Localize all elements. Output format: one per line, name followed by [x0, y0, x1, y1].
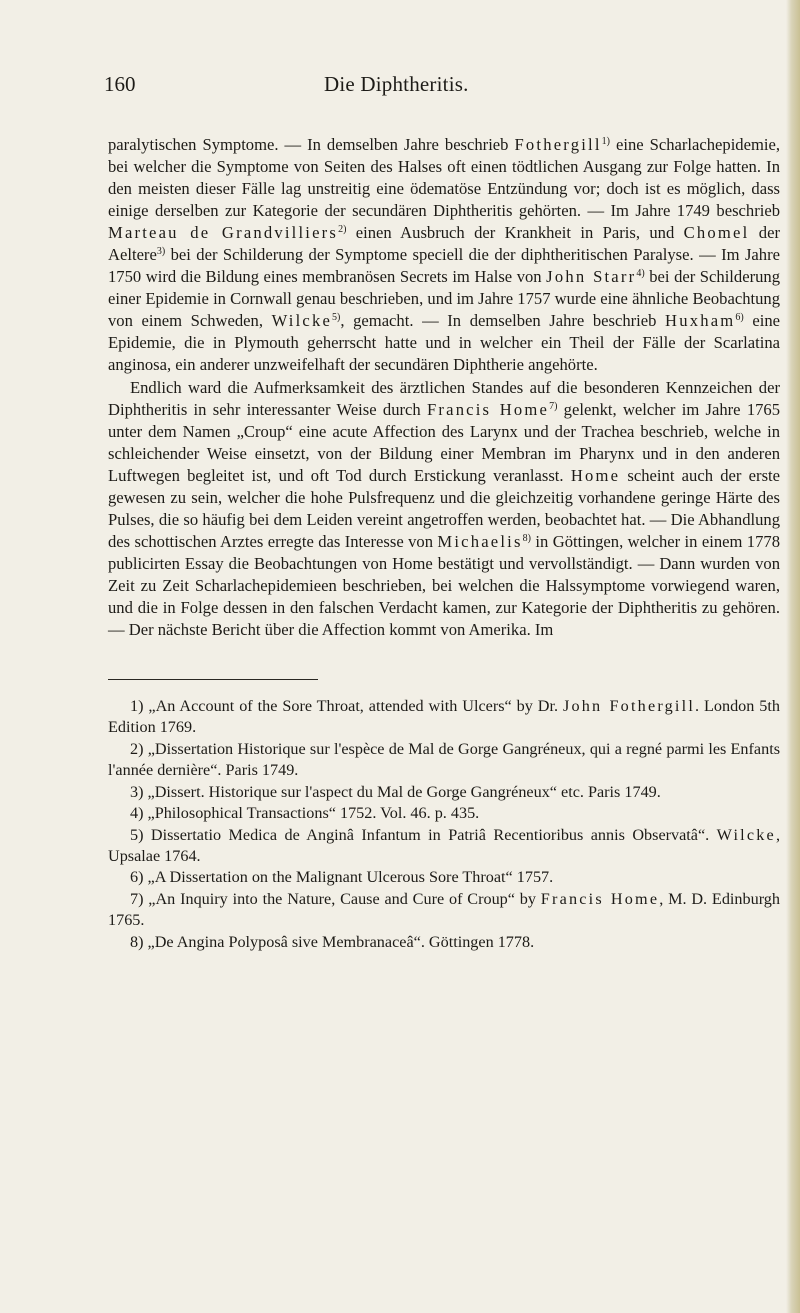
- text-run: , gemacht. — In demselben Jahre beschrieb: [340, 311, 666, 331]
- page-edge: [786, 0, 800, 1313]
- text-run: 5) Dissertatio Medica de Anginâ Infantum in Patriâ Recentioribus annis Observatâ“.: [130, 825, 717, 844]
- footnote: [108, 782, 780, 803]
- author-name: Francis Home: [540, 889, 660, 908]
- author-name: Wilcke: [271, 311, 333, 331]
- text-run: 1) „An Account of the Sore Throat, attended with Ulcers“ by Dr.: [130, 697, 563, 716]
- footnote-ref: 8): [522, 532, 531, 544]
- footnotes: [108, 696, 780, 953]
- text-run: scheint auch der erste gewesen zu sein, welcher die hohe Pulsfrequenz und die gleichzeitig vorhandene geringe Härte des Pulses, die so häufig bei dem Leiden vereint angetroffen werden, beobachtet hat. — Die Abhandlung des schottischen Arztes erregte das Interesse von: [108, 465, 781, 551]
- footnote-ref: 5): [332, 312, 341, 324]
- author-name: Fothergill: [514, 135, 602, 154]
- footnote: [108, 803, 780, 824]
- text-run: eine Epidemie, die in Plymouth geherrscht hatte und in welcher ein Theil der Fälle der Scarlatina anginosa, ein anderer unzweifelhaft der secundären Diphtherie angehörte.: [108, 311, 780, 375]
- text-run: Endlich ward die Aufmerksamkeit des ärztlichen Standes auf die besonderen Kennzeichen der Diphtheritis in sehr interessanter Weise durch: [108, 377, 780, 419]
- text-run: , Upsalae 1764.: [108, 825, 780, 865]
- text-run: bei der Schilderung der Symptome speciell die der diphtheritischen Paralyse. — Im Jahre 1750 wird die Bildung eines membranösen Secrets im Halse von: [108, 245, 780, 287]
- footnote-ref: 7): [549, 400, 558, 412]
- footnote-ref: 6): [735, 312, 744, 324]
- text-run: , M. D. Edinburgh 1765.: [108, 889, 780, 930]
- text-run: 6) „A Dissertation on the Malignant Ulcerous Sore Throat“ 1757.: [130, 868, 554, 887]
- text-run: gelenkt, welcher im Jahre 1765 unter dem Namen „Croup“ eine acute Affection des Larynx und der Trachea beschrieb, welche in schleichender Weise einsetzt, von der Bildung einer Membran im Pharynx und in den anderen Luftwegen begleitet ist, und oft Tod durch Erstickung veranlasst.: [108, 399, 781, 485]
- footnote-ref: 2): [338, 224, 347, 236]
- text-run: 8) „De Angina Polyposâ sive Membranaceâ“. Göttingen 1778.: [130, 932, 535, 951]
- paragraph: [108, 134, 780, 377]
- author-name: John Fothergill: [562, 697, 696, 716]
- book-page: [104, 72, 781, 953]
- text-run: einen Ausbruch der Krankheit in Paris, und: [346, 223, 684, 243]
- text-run: 7) „An Inquiry into the Nature, Cause and Cure of Croup“ by: [130, 889, 541, 908]
- footnote: [108, 932, 780, 953]
- footnote: [108, 825, 780, 868]
- footnote: [108, 867, 780, 888]
- page-number: 160: [104, 72, 136, 96]
- author-name: Huxham: [665, 311, 736, 331]
- text-run: 3) „Dissert. Historique sur l'aspect du Mal de Gorge Gangréneux“ etc. Paris 1749.: [130, 782, 661, 801]
- author-name: Wilcke: [716, 825, 776, 844]
- author-name: Home: [570, 465, 621, 485]
- paragraph: [108, 377, 780, 642]
- text-run: in Göttingen, welcher in einem 1778 publicirten Essay die Beobachtungen von Home bestätigt und vervollständigt. — Dann wurden von Zeit zu Zeit Scharlachepidemieen beschrieben, bei welchen die Halssymptome vorwiegend waren, und die in Folge dessen in den falschen Verdacht kamen, zur Kategorie der Diphtheritis zu gehören. — Der nächste Bericht über die Affection kommt von Amerika. Im: [108, 531, 780, 640]
- text-run: 2) „Dissertation Historique sur l'espèce de Mal de Gorge Gangréneux, qui a regné parmi les Enfants l'année dernière“. Paris 1749.: [108, 739, 780, 780]
- author-name: Marteau de Grandvilliers: [108, 223, 339, 243]
- page-header: [104, 72, 780, 106]
- text-run: bei der Schilderung einer Epidemie in Cornwall genau beschrieben, und im Jahre 1757 wurde eine ähnliche Beobachtung von einem Schweden,: [108, 267, 780, 331]
- footnote: [108, 696, 780, 739]
- text-run: paralytischen Symptome. — In demselben Jahre beschrieb: [108, 135, 515, 154]
- footnote-rule: [108, 679, 318, 680]
- footnote-ref: 1): [601, 136, 610, 147]
- body-text: [108, 134, 780, 641]
- text-run: . London 5th Edition 1769.: [108, 697, 780, 737]
- footnote-ref: 3): [156, 246, 166, 258]
- text-run: eine Scharlachepidemie, bei welcher die Symptome von Seiten des Halses oft einen tödtlichen Ausgang zur Folge hatten. In den meisten dieser Fälle lag unstreitig eine ödematöse Entzündung vor; doch ist es möglich, dass einige derselben zur Kategorie der secundären Diphtheritis gehörten. — Im Jahre 1749 beschrieb: [108, 135, 781, 221]
- footnote: [108, 739, 780, 782]
- author-name: John Starr: [546, 267, 637, 287]
- author-name: Michaelis: [437, 531, 523, 551]
- text-run: 4) „Philosophical Transactions“ 1752. Vol. 46. p. 435.: [130, 804, 480, 823]
- author-name: Francis Home: [426, 399, 550, 419]
- author-name: Chomel: [683, 223, 750, 243]
- footnote-ref: 4): [636, 268, 645, 280]
- text-run: der Aeltere: [108, 223, 780, 265]
- footnote: [108, 889, 780, 932]
- running-title: Die Diphtheritis.: [324, 72, 469, 96]
